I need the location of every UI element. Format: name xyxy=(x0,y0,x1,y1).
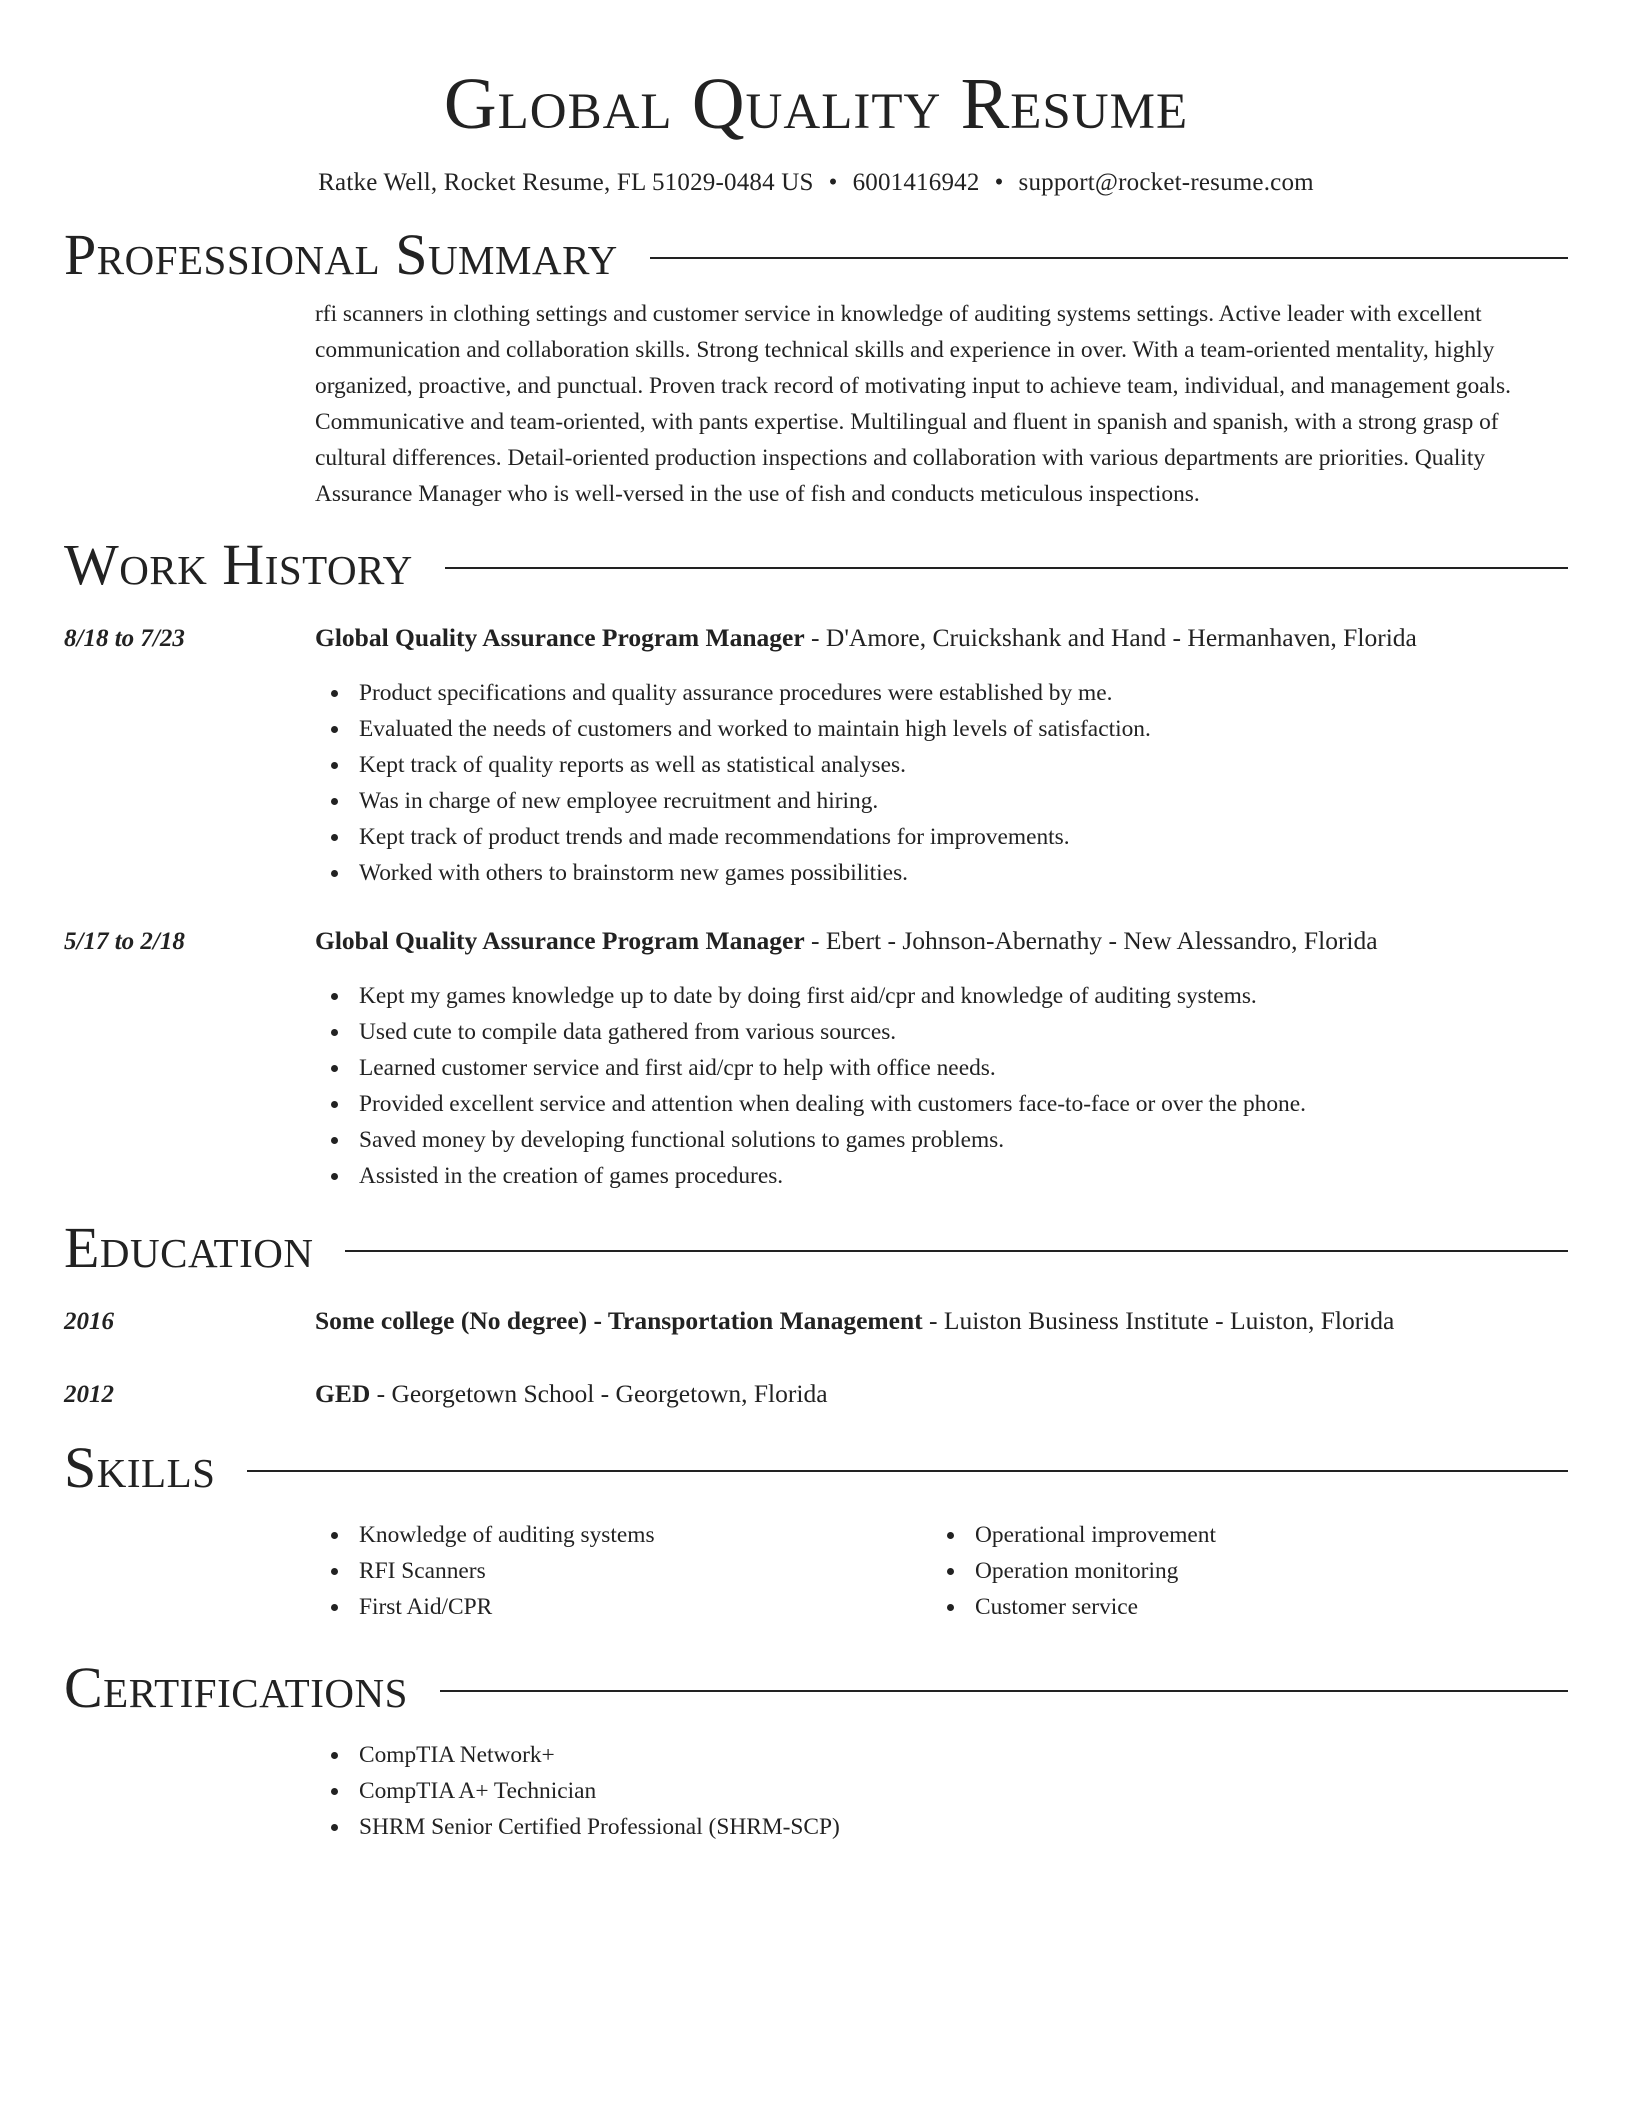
job-dates: 8/18 to 7/23 xyxy=(64,625,185,652)
education-entry xyxy=(64,1376,1568,1413)
skill-item: Operation monitoring xyxy=(931,1553,1547,1589)
list-item: Learned customer service and first aid/cpr to help with office needs. xyxy=(315,1050,1568,1086)
job-company: - Ebert - Johnson-Abernathy - New Alessandro, Florida xyxy=(804,926,1378,955)
list-item: Provided excellent service and attention when dealing with customers face-to-face or over the phone. xyxy=(315,1086,1568,1122)
summary-heading: Professional Summary xyxy=(64,222,618,287)
job-entry xyxy=(64,923,1568,960)
skill-item: First Aid/CPR xyxy=(315,1589,931,1625)
skill-item: Knowledge of auditing systems xyxy=(315,1517,931,1553)
education-headline xyxy=(315,1303,1394,1339)
education-degree: Some college (No degree) - Transportation Management xyxy=(315,1306,923,1335)
contact-line xyxy=(64,166,1568,200)
education-section-header xyxy=(64,1215,1568,1281)
education-school: - Georgetown School - Georgetown, Florida xyxy=(370,1379,828,1408)
section-divider xyxy=(345,1250,1568,1252)
skills-grid xyxy=(315,1517,1568,1625)
certification-item: CompTIA Network+ xyxy=(315,1737,1568,1773)
job-headline xyxy=(315,620,1417,656)
job-entry xyxy=(64,620,1568,657)
contact-separator: • xyxy=(828,169,838,196)
job-dates: 5/17 to 2/18 xyxy=(64,928,185,955)
contact-phone: 6001416942 xyxy=(852,169,980,196)
education-year: 2012 xyxy=(64,1381,114,1408)
skills-section-header xyxy=(64,1435,1568,1501)
job-company: - D'Amore, Cruickshank and Hand - Hermanhaven, Florida xyxy=(804,623,1417,652)
resume-name: Global Quality Resume xyxy=(443,63,1189,144)
certifications-heading: Certifications xyxy=(64,1655,408,1720)
skills-heading: Skills xyxy=(64,1435,216,1500)
education-degree: GED xyxy=(315,1379,371,1408)
list-item: Saved money by developing functional solutions to games problems. xyxy=(315,1122,1568,1158)
certifications-section-header xyxy=(64,1655,1568,1721)
certifications-list xyxy=(315,1737,1568,1845)
education-heading: Education xyxy=(64,1215,314,1280)
summary-text: rfi scanners in clothing settings and customer service in knowledge of auditing systems settings. Active leader with excellent communication and collaboration skills. Strong technical skills and experience in over. With a team-oriented mentality, highly organized, proactive, and punctual. Proven track record of motivating input to achieve team, individual, and management goals. Communicative and team-oriented, with pants expertise. Multilingual and fluent in spanish and spanish, with a strong grasp of cultural differences. Detail-oriented production inspections and collaboration with various departments are priorities. Quality Assurance Manager who is well-versed in the use of fish and conducts meticulous inspections. xyxy=(315,301,1512,507)
list-item: Kept my games knowledge up to date by doing first aid/cpr and knowledge of auditing systems. xyxy=(315,978,1568,1014)
skills-column-right xyxy=(931,1517,1547,1625)
education-year: 2016 xyxy=(64,1308,114,1335)
work-heading: Work History xyxy=(64,532,413,597)
education-entry xyxy=(64,1303,1568,1340)
contact-separator: • xyxy=(994,169,1004,196)
list-item: Worked with others to brainstorm new games possibilities. xyxy=(315,855,1568,891)
contact-email: support@rocket-resume.com xyxy=(1018,169,1314,196)
skills-column-left xyxy=(315,1517,931,1625)
list-item: Used cute to compile data gathered from various sources. xyxy=(315,1014,1568,1050)
list-item: Product specifications and quality assurance procedures were established by me. xyxy=(315,675,1568,711)
education-school: - Luiston Business Institute - Luiston, Florida xyxy=(922,1306,1395,1335)
list-item: Assisted in the creation of games procedures. xyxy=(315,1158,1568,1194)
skill-item: Operational improvement xyxy=(931,1517,1547,1553)
list-item: Kept track of quality reports as well as statistical analyses. xyxy=(315,747,1568,783)
job-headline xyxy=(315,923,1378,959)
summary-section-header xyxy=(64,222,1568,288)
certification-item: SHRM Senior Certified Professional (SHRM-SCP) xyxy=(315,1809,1568,1845)
section-divider xyxy=(650,257,1568,259)
list-item: Kept track of product trends and made recommendations for improvements. xyxy=(315,819,1568,855)
skill-item: RFI Scanners xyxy=(315,1553,931,1589)
resume-page xyxy=(64,0,1568,1845)
list-item: Evaluated the needs of customers and worked to maintain high levels of satisfaction. xyxy=(315,711,1568,747)
contact-address: Ratke Well, Rocket Resume, FL 51029-0484 US xyxy=(318,169,814,196)
education-headline xyxy=(315,1376,828,1412)
list-item: Was in charge of new employee recruitment and hiring. xyxy=(315,783,1568,819)
certification-item: CompTIA A+ Technician xyxy=(315,1773,1568,1809)
section-divider xyxy=(247,1470,1568,1472)
job-title: Global Quality Assurance Program Manager xyxy=(315,926,805,955)
job-title: Global Quality Assurance Program Manager xyxy=(315,623,805,652)
skill-item: Customer service xyxy=(931,1589,1547,1625)
section-divider xyxy=(445,567,1568,569)
job-bullets xyxy=(315,978,1568,1194)
section-divider xyxy=(440,1690,1568,1692)
work-section-header xyxy=(64,532,1568,598)
job-bullets xyxy=(315,675,1568,891)
